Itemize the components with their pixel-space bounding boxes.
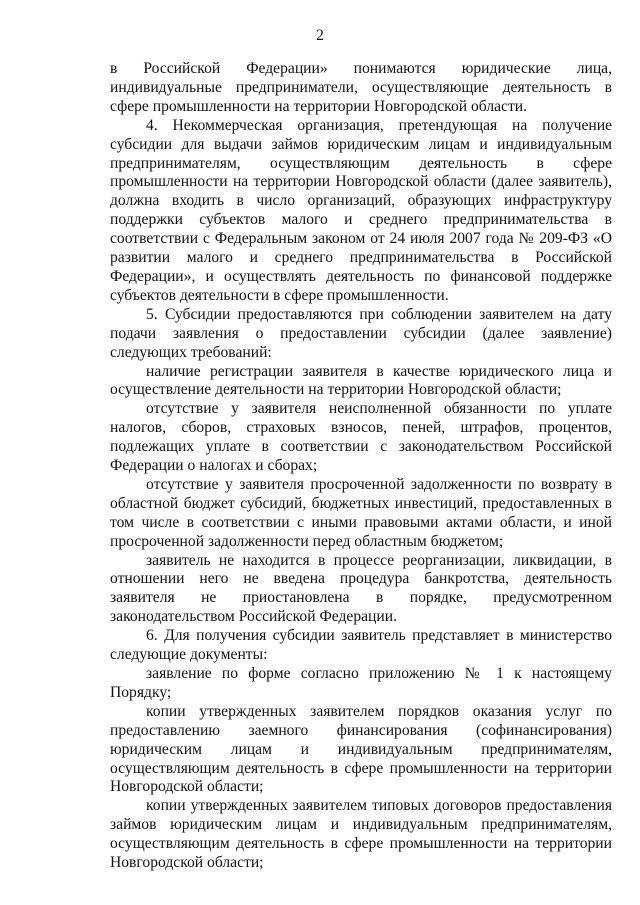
paragraph-document-loan-agreements: копии утвержденных заявителем типовых договоров предоставления займов юридическим лицам и индивидуальным предпринимателям, осуществляющим деятельность в сфере промышленности на территории Новгородской области; [110,797,612,872]
page-number: 2 [316,27,324,44]
paragraph-document-application: заявление по форме согласно приложению № 1 к настоящему Порядку; [110,665,612,701]
paragraph-clause-5: 5. Субсидии предоставляются при соблюдении заявителем на дату подачи заявления о предоставлении субсидии (далее заявление) следующих требований: [110,305,612,361]
paragraph-definition-continuation: в Российской Федерации» понимаются юридические лица, индивидуальные предприниматели, осуществляющие деятельность в сфере промышленности на территории Новгородской области. [110,60,612,115]
paragraph-requirement-no-budget-debt: отсутствие у заявителя просроченной задолженности по возврату в областной бюджет субсидий, бюджетных инвестиций, предоставленных в том числе в соответствии с иными правовыми актами области, и иной просроченной задолженности перед областным бюджетом; [110,475,612,550]
document-body [110,60,612,873]
paragraph-requirement-registration: наличие регистрации заявителя в качестве юридического лица и осуществление деятельности на территории Новгородской области; [110,362,612,399]
paragraph-requirement-no-reorganization: заявитель не находится в процессе реорганизации, ликвидации, в отношении него не введена процедура банкротства, деятельность заявителя не приостановлена в порядке, предусмотренном законодательством Российской Федерации. [110,551,612,626]
paragraph-requirement-no-tax-debt: отсутствие у заявителя неисполненной обязанности по уплате налогов, сборов, страховых взносов, пеней, штрафов, процентов, подлежащих уплате в соответствии с законодательством Российской Федерации о налогах и сборах; [110,400,612,475]
paragraph-clause-4: 4. Некоммерческая организация, претендующая на получение субсидии для выдачи займов юридическим лицам и индивидуальным предпринимателям, осуществляющим деятельность в сфере промышленности на территории Новгородской области (далее заявитель), должна входить в число организаций, образующих инфраструктуру поддержки субъектов малого и среднего предпринимательства в соответствии с Федеральным законом от 24 июля 2007 года № 209-ФЗ «О развитии малого и среднего предпринимательства в Российской Федерации», и осуществлять деятельность по финансовой поддержке субъектов деятельности в сфере промышленности. [110,116,612,304]
paragraph-document-service-procedures: копии утвержденных заявителем порядков оказания услуг по предоставлению заемного финансирования (софинансирования) юридическим лицам и индивидуальным предпринимателям, осуществляющим деятельность в сфере промышленности на территории Новгородской области; [110,702,612,796]
paragraph-clause-6: 6. Для получения субсидии заявитель представляет в министерство следующие документы: [110,627,612,664]
